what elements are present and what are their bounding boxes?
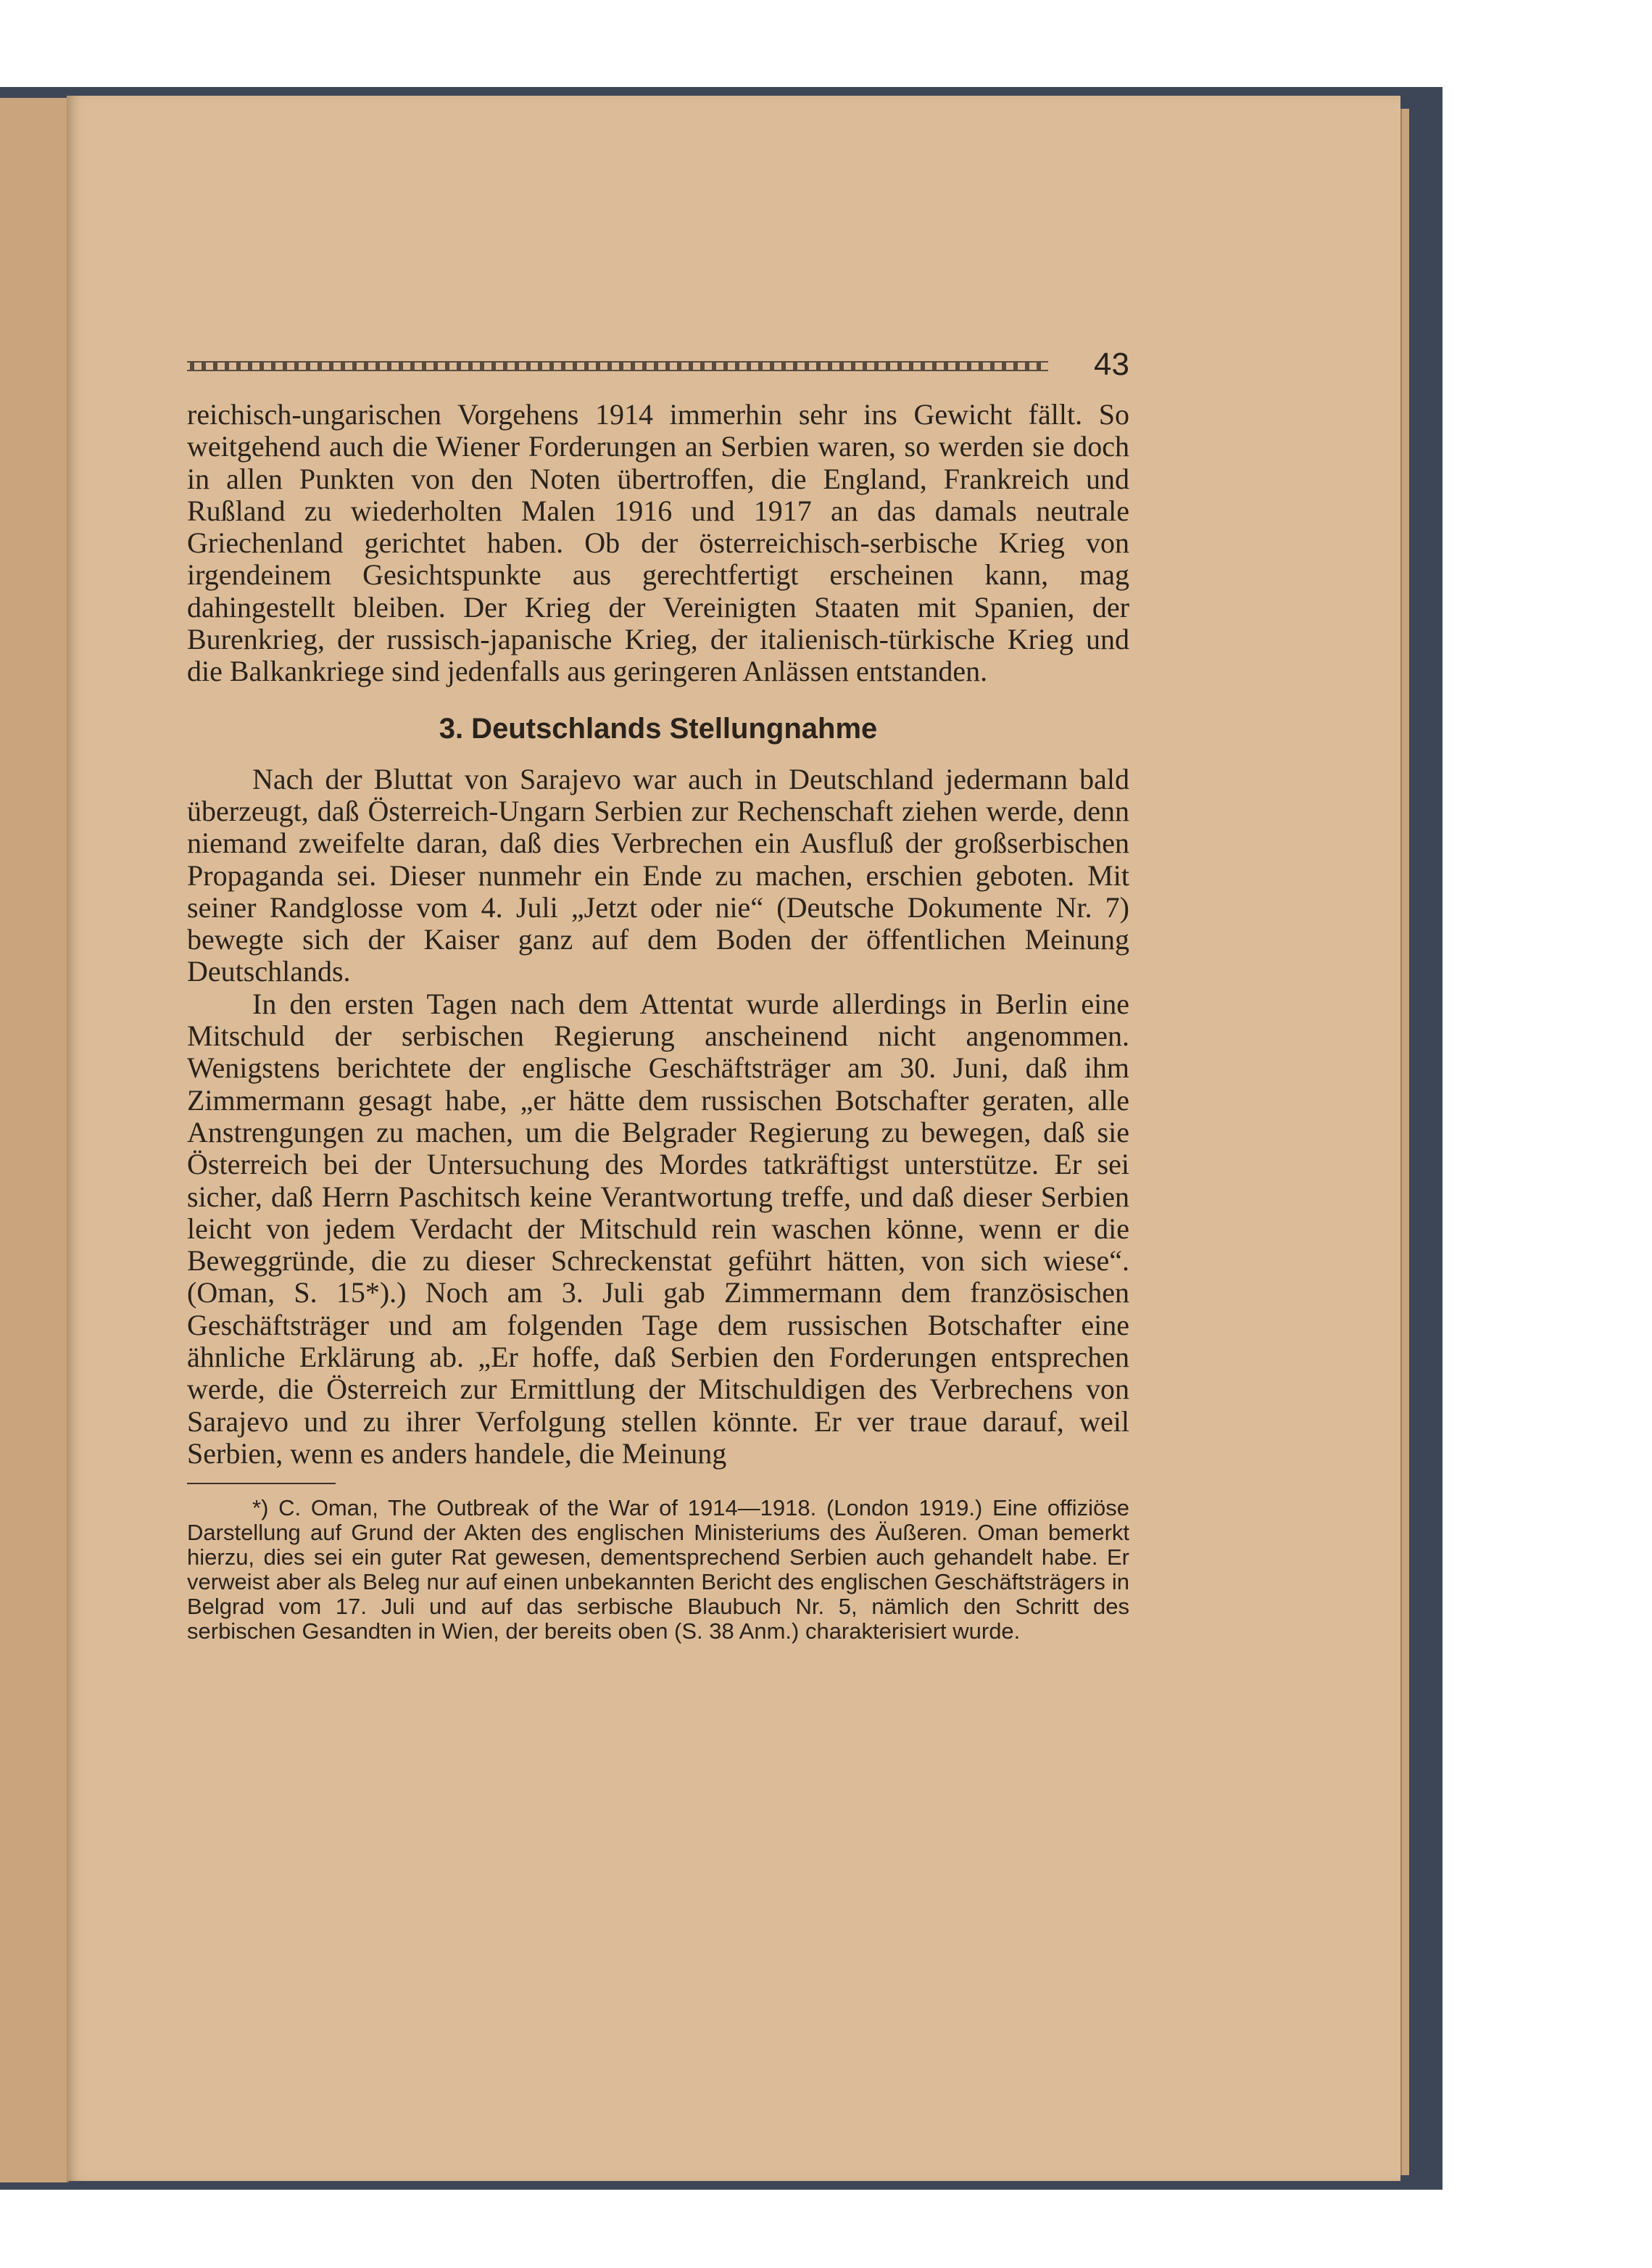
footnotes [187, 1496, 1129, 1644]
page-stack-edge [1400, 109, 1409, 2175]
page-number: 43 [1094, 347, 1129, 382]
footnote-divider [187, 1483, 336, 1484]
running-header [187, 347, 1129, 383]
ornamental-rule [187, 361, 1048, 371]
section-title: 3. Deutschlands Stellungnahme [439, 712, 878, 745]
paragraph-intro: reichisch-ungarischen Vorgehens 1914 immerhin sehr ins Gewicht fällt. So weitgehend auch die Wiener Forderungen an Serbien waren, so werden sie doch in allen Punkten von den Noten übertroffen, die England, Frankreich und Rußland zu wiederholten Malen 1916 und 1917 an das damals neutrale Griechenland gerichtet haben. Ob der österreichisch-serbische Krieg von irgendeinem Gesichtspunkte aus gerechtfertigt erscheinen kann, mag dahingestellt bleiben. Der Krieg der Vereinigten Staaten mit Spanien, der Burenkrieg, der russisch-japanische Krieg, der italienisch-türkische Krieg und die Balkankriege sind jedenfalls aus geringeren Anlässen entstanden. [187, 398, 1129, 688]
page-content [187, 347, 1129, 1644]
left-page-edge [0, 98, 69, 2182]
paragraph-1: Nach der Bluttat von Sarajevo war auch in Deutschland jedermann bald überzeugt, daß Österreich-Ungarn Serbien zur Rechenschaft ziehen werde, denn niemand zweifelte daran, daß dies Verbrechen ein Ausfluß der großserbischen Propaganda sei. Dieser nunmehr ein Ende zu machen, erschien geboten. Mit seiner Randglosse vom 4. Juli „Jetzt oder nie“ (Deutsche Dokumente Nr. 7) bewegte sich der Kaiser ganz auf dem Boden der öffentlichen Meinung Deutschlands. [187, 762, 1129, 988]
paragraph-2: In den ersten Tagen nach dem Attentat wurde allerdings in Berlin eine Mitschuld der serbischen Regierung anscheinend nicht angenommen. Wenigstens berichtete der englische Geschäftsträger am 30. Juni, daß ihm Zimmermann gesagt habe, „er hätte dem russischen Botschafter geraten, alle Anstrengungen zu machen, um die Belgrader Regierung zu bewegen, daß sie Österreich bei der Untersuchung des Mordes tatkräftigst unterstütze. Er sei sicher, daß Herrn Paschitsch keine Verantwortung treffe, und daß dieser Serbien leicht von jedem Verdacht der Mitschuld rein waschen könne, wenn er die Beweggründe, die zu dieser Schreckenstat geführt hätten, von sich wiese“. (Oman, S. 15*).) Noch am 3. Juli gab Zimmermann dem französischen Geschäftsträger und am folgenden Tage dem russischen Botschafter eine ähnliche Erklärung ab. „Er hoffe, daß Serbien den Forderungen entsprechen werde, die Österreich zur Ermittlung der Mitschuldigen des Verbrechens von Sarajevo und zu ihrer Verfolgung stellen könnte. Er ver traue darauf, weil Serbien, wenn es anders handele, die Meinung [187, 987, 1129, 1470]
footnote-text: *) C. Oman, The Outbreak of the War of 1914—1918. (London 1919.) Eine offiziöse Darstellung auf Grund der Akten des englischen Ministeriums des Äußeren. Oman bemerkt hierzu, dies sei ein guter Rat gewesen, dementsprechend Serbien auch gehandelt habe. Er verweist aber als Beleg nur auf einen unbekannten Bericht des englischen Geschäftsträgers in Belgrad vom 17. Juli und auf das serbische Blaubuch Nr. 5, nämlich den Schritt des serbischen Gesandten in Wien, der bereits oben (S. 38 Anm.) charakterisiert wurde. [187, 1495, 1129, 1644]
